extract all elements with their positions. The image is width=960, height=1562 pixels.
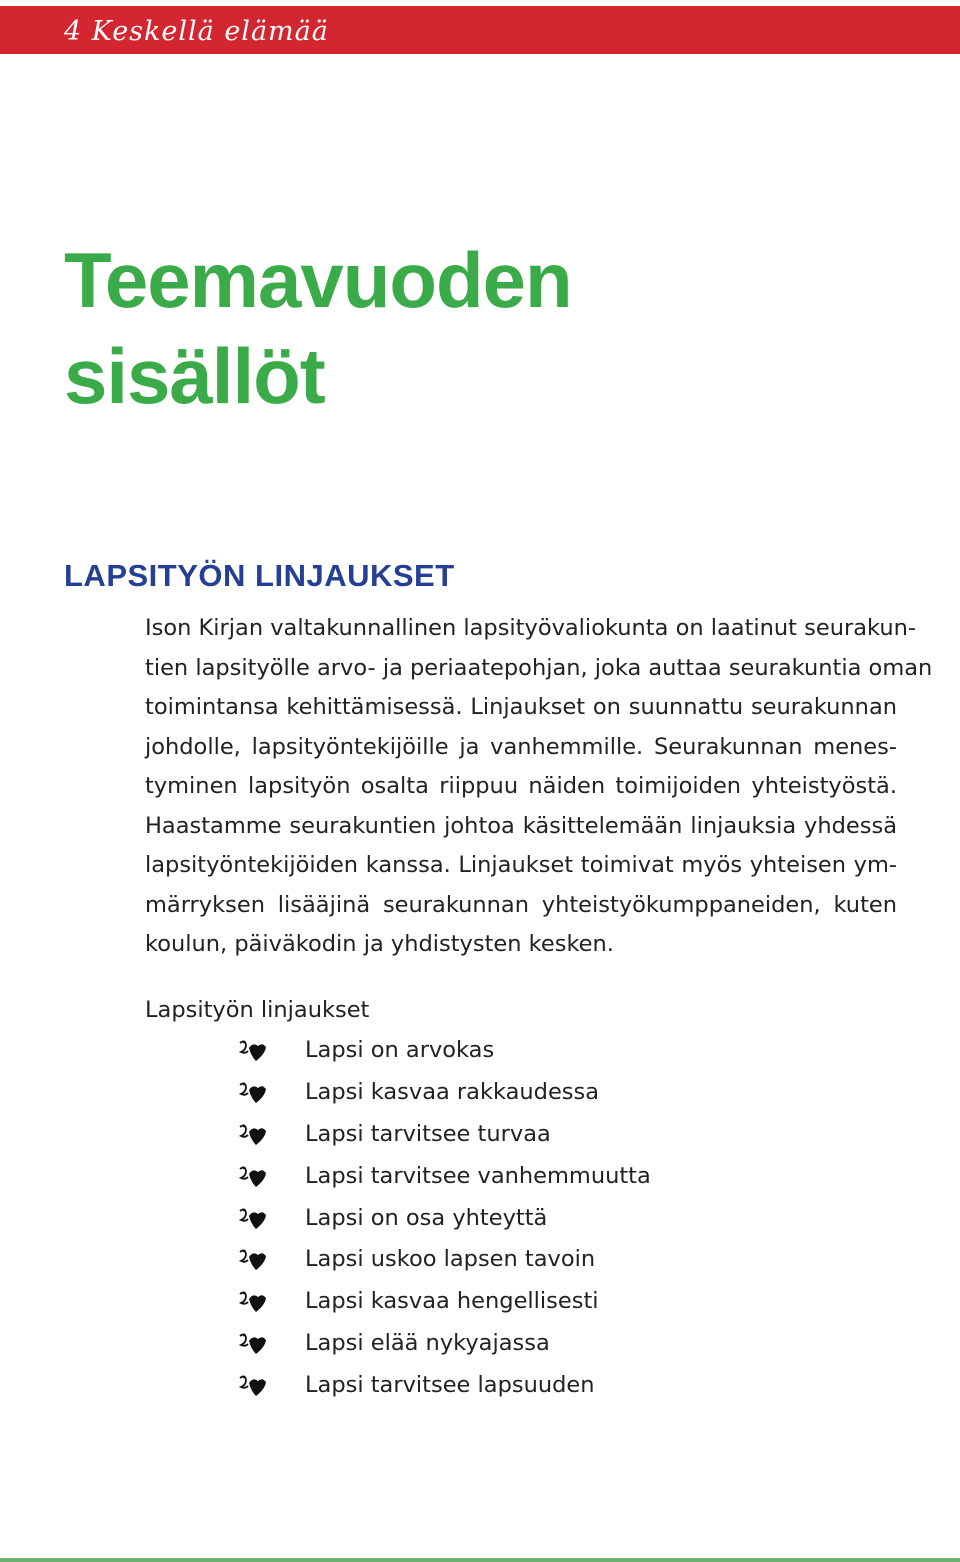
list-item-label: Lapsi on osa yhteyttä — [305, 1204, 548, 1231]
paragraph-line: tyminen lapsityön osalta riippuu näiden toimijoiden yhteistyöstä. — [145, 773, 897, 799]
floral-heart-icon — [236, 1038, 270, 1062]
paragraph-line: koulun, päiväkodin ja yhdistysten kesken. — [145, 931, 614, 957]
page-title — [64, 232, 572, 424]
paragraph-line: toimintansa kehittämisessä. Linjaukset on suunnattu seurakunnan — [145, 694, 897, 720]
header-band — [0, 6, 960, 54]
section-heading: LAPSITYÖN LINJAUKSET — [64, 558, 455, 593]
floral-heart-icon — [236, 1122, 270, 1146]
paragraph-line: Ison Kirjan valtakunnallinen lapsityövaliokunta on laatinut seurakun- — [145, 615, 916, 641]
floral-heart-icon — [236, 1247, 270, 1271]
floral-heart-icon — [236, 1373, 270, 1397]
page-title-line-1: Teemavuoden — [64, 236, 572, 324]
floral-heart-icon — [236, 1289, 270, 1313]
floral-heart-icon — [236, 1164, 270, 1188]
floral-heart-icon — [236, 1080, 270, 1104]
list-item-label: Lapsi elää nykyajassa — [305, 1330, 550, 1357]
page-title-line-2: sisällöt — [64, 332, 325, 420]
list-item-label: Lapsi tarvitsee vanhemmuutta — [305, 1162, 651, 1189]
paragraph-line: tien lapsityölle arvo- ja periaatepohjan, joka auttaa seurakuntia oman — [145, 654, 933, 681]
list-item-label: Lapsi kasvaa hengellisesti — [305, 1288, 599, 1315]
intro-paragraph — [145, 609, 933, 965]
paragraph-line: lapsityöntekijöiden kanssa. Linjaukset toimivat myös yhteisen ym- — [145, 852, 897, 878]
list-item-label: Lapsi uskoo lapsen tavoin — [305, 1246, 596, 1273]
paragraph-line: johdolle, lapsityöntekijöille ja vanhemmille. Seurakunnan menes- — [145, 733, 897, 760]
list-item-label: Lapsi tarvitsee turvaa — [305, 1120, 551, 1147]
list-item-label: Lapsi on arvokas — [305, 1037, 495, 1063]
running-title: 4 Keskellä elämää — [64, 16, 329, 47]
bottom-rule — [0, 1558, 960, 1562]
floral-heart-icon — [236, 1206, 270, 1230]
floral-heart-icon — [236, 1331, 270, 1355]
paragraph-line: Haastamme seurakuntien johtoa käsittelemään linjauksia yhdessä — [145, 812, 897, 839]
list-title: Lapsityön linjaukset — [145, 997, 370, 1023]
list-item-label: Lapsi tarvitsee lapsuuden — [305, 1372, 595, 1399]
paragraph-line: märryksen lisääjinä seurakunnan yhteistyökumppaneiden, kuten — [145, 891, 897, 918]
list-item-label: Lapsi kasvaa rakkaudessa — [305, 1078, 600, 1105]
